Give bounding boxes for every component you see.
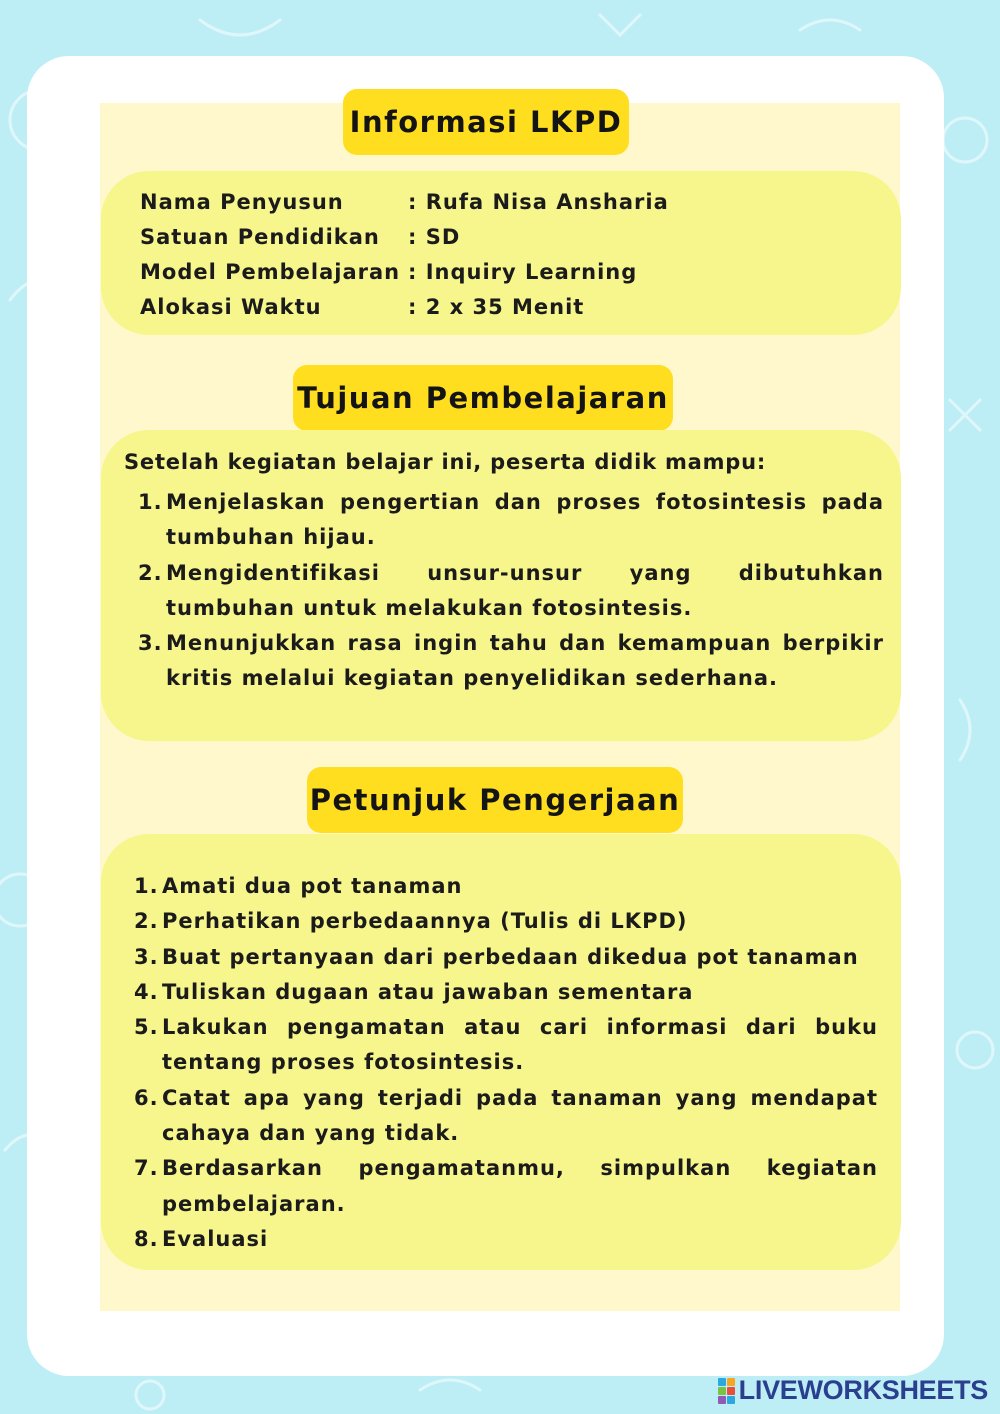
list-item-number: 3. — [134, 944, 159, 969]
list-item-number: 2. — [134, 909, 159, 934]
list-item — [134, 1010, 878, 1081]
list-item-number: 4. — [134, 979, 159, 1004]
steps-section-title: Petunjuk Pengerjaan — [307, 767, 683, 833]
list-item — [134, 869, 878, 904]
goals-list — [138, 485, 884, 697]
info-label: Alokasi Waktu — [140, 295, 322, 319]
info-row-time-allocation — [140, 295, 584, 319]
list-item — [134, 1222, 878, 1257]
list-item-text: Evaluasi — [162, 1226, 269, 1251]
list-item-text: Catat apa yang terjadi pada tanaman yang mendapat cahaya dan yang tidak. — [162, 1085, 878, 1146]
liveworksheets-brand[interactable] — [718, 1375, 988, 1406]
info-label: Model Pembelajaran — [140, 260, 401, 284]
list-item — [134, 904, 878, 939]
list-item — [134, 1081, 878, 1152]
list-item-text: Menunjukkan rasa ingin tahu dan kemampuan berpikir kritis melalui kegiatan penyelidikan sederhana. — [166, 631, 884, 691]
info-label: Nama Penyusun — [140, 190, 344, 214]
steps-list — [134, 869, 878, 1257]
list-item — [134, 1151, 878, 1222]
info-row-school-level — [140, 225, 460, 249]
brand-text: LIVEWORKSHEETS — [738, 1375, 988, 1405]
list-item-number: 8. — [134, 1226, 159, 1251]
list-item-text: Buat pertanyaan dari perbedaan dikedua pot tanaman — [162, 944, 859, 969]
info-row-learning-model — [140, 260, 637, 284]
goals-intro: Setelah kegiatan belajar ini, peserta didik mampu: — [124, 450, 767, 474]
info-value: : Rufa Nisa Ansharia — [408, 190, 669, 214]
info-value: : SD — [408, 225, 461, 249]
list-item — [138, 485, 884, 556]
list-item-number: 1. — [138, 490, 163, 514]
list-item — [138, 556, 884, 627]
list-item-number: 7. — [134, 1156, 159, 1181]
list-item — [134, 975, 878, 1010]
list-item-text: Tuliskan dugaan atau jawaban sementara — [162, 979, 694, 1004]
list-item-number: 5. — [134, 1015, 159, 1040]
list-item-text: Menjelaskan pengertian dan proses fotosintesis pada tumbuhan hijau. — [166, 490, 884, 550]
list-item-text: Lakukan pengamatan atau cari informasi dari buku tentang proses fotosintesis. — [162, 1015, 878, 1075]
list-item-text: Berdasarkan pengamatanmu, simpulkan kegiatan pembelajaran. — [162, 1156, 878, 1216]
list-item-number: 3. — [138, 631, 163, 656]
info-section-title: Informasi LKPD — [343, 89, 629, 155]
list-item-text: Perhatikan perbedaannya (Tulis di LKPD) — [162, 909, 688, 934]
liveworksheets-logo-icon — [718, 1378, 735, 1404]
list-item-text: Mengidentifikasi unsur-unsur yang dibutuhkan tumbuhan untuk melakukan fotosintesis. — [166, 560, 884, 620]
list-item — [138, 626, 884, 697]
info-row-author — [140, 190, 669, 214]
list-item — [134, 940, 878, 975]
list-item-number: 2. — [138, 560, 163, 585]
info-label: Satuan Pendidikan — [140, 225, 380, 249]
goals-section-title: Tujuan Pembelajaran — [293, 365, 673, 431]
list-item-text: Amati dua pot tanaman — [162, 874, 463, 898]
info-value: : Inquiry Learning — [408, 260, 638, 284]
list-item-number: 6. — [134, 1085, 159, 1110]
info-value: : 2 x 35 Menit — [408, 295, 585, 319]
list-item-number: 1. — [134, 874, 159, 898]
